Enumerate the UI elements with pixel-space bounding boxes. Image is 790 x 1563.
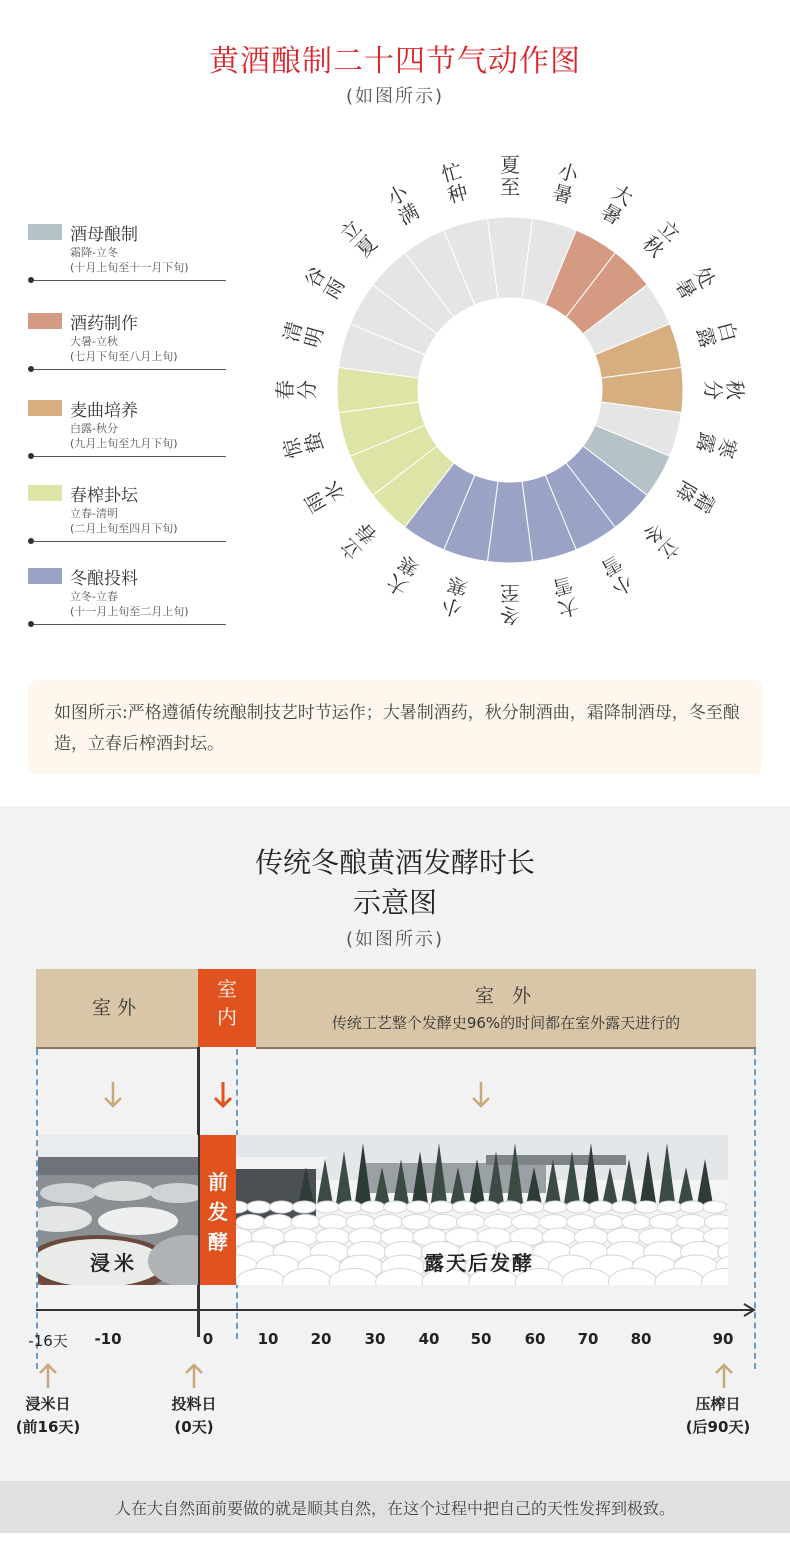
soak-day-offset: (前16天) <box>15 1418 81 1436</box>
legend-item-medicine <box>28 309 228 375</box>
legend-range: 大暑-立秋 <box>70 335 118 348</box>
band-indoor <box>198 969 256 1047</box>
solar-term-char: 立 <box>653 215 685 247</box>
solar-term-char: 分 <box>295 380 319 400</box>
tick-label: 20 <box>310 1330 332 1348</box>
snow-jar <box>291 1215 320 1230</box>
solar-term-label <box>439 158 470 208</box>
snow-jar <box>703 1201 727 1213</box>
arrow-up-icon <box>35 1362 61 1390</box>
solar-term-label <box>638 215 685 262</box>
section-title-line2: 示意图 <box>352 886 437 919</box>
solar-term-label <box>701 380 747 400</box>
section-title <box>0 843 790 923</box>
legend-name: 春榨卦坛 <box>70 486 138 506</box>
solar-term-char: 雪 <box>549 571 576 601</box>
solar-term-char: 秋 <box>723 380 747 400</box>
tick-label: 30 <box>364 1330 386 1348</box>
solar-term-char: 清 <box>278 319 307 345</box>
arrow-down-icon <box>468 1080 494 1110</box>
snow-jar <box>264 1215 293 1230</box>
legend-name: 酒药制作 <box>70 314 138 334</box>
solar-term-label <box>670 477 720 517</box>
solar-term-char: 大 <box>607 179 638 211</box>
solar-term-label <box>335 518 382 565</box>
snow-jar <box>594 1215 623 1230</box>
legend-period: (十月上旬至十一月下旬) <box>70 261 189 274</box>
solar-term-char: 暑 <box>596 198 627 230</box>
solar-term-label <box>335 215 382 262</box>
solar-term-char: 降 <box>670 476 702 507</box>
legend-swatch <box>28 224 62 240</box>
solar-term-char: 立 <box>335 215 367 247</box>
snow-jar <box>475 1201 499 1213</box>
snow-jar <box>346 1215 375 1230</box>
snow-jar <box>622 1215 651 1230</box>
photo-outdoor-fermentation <box>236 1135 728 1285</box>
footer-text: 人在大自然面前要做的就是顺其自然，在这个过程中把自己的天性发挥到极致。 <box>114 1499 675 1518</box>
solar-term-char: 寒 <box>393 550 424 582</box>
solar-term-char: 小 <box>439 593 465 622</box>
solar-term-char: 夏 <box>350 230 383 263</box>
snow-jar <box>401 1215 430 1230</box>
solar-term-char: 分 <box>701 380 725 400</box>
solar-term-char: 满 <box>393 198 424 230</box>
solar-term-char: 惊 <box>278 435 307 461</box>
photo-soaking-rice <box>38 1135 198 1285</box>
snow-jar <box>270 1201 294 1213</box>
legend-item-winter-brew <box>28 564 228 630</box>
snow-jar <box>649 1215 678 1230</box>
band-indoor-label-2: 内 <box>217 1005 237 1029</box>
solar-term-char: 冬 <box>500 603 520 627</box>
pre-fermentation-label-3: 酵 <box>208 1230 228 1254</box>
solar-term-char: 水 <box>318 476 350 507</box>
band-indoor-label-1: 室 <box>217 977 237 1001</box>
solar-term-char: 小 <box>607 569 638 601</box>
legend-dot <box>28 453 34 459</box>
feed-day-title: 投料日 <box>171 1395 217 1413</box>
band-outdoor-right-label: 室 外 <box>474 985 538 1007</box>
solar-term-char: 蛰 <box>299 429 329 456</box>
legend-divider <box>32 456 226 457</box>
snow-jar <box>539 1215 568 1230</box>
snow-jar <box>567 1215 596 1230</box>
solar-term-label <box>597 180 637 230</box>
section-subtitle: (如图所示) <box>345 929 445 950</box>
solar-term-char: 露 <box>691 429 721 456</box>
snow-jar <box>680 1201 704 1213</box>
legend-period: (十一月上旬至二月上旬) <box>70 605 189 618</box>
solar-term-char: 冬 <box>637 517 670 550</box>
snow-jar <box>520 1201 544 1213</box>
solar-term-char: 小 <box>382 179 413 211</box>
legend-dot <box>28 366 34 372</box>
legend-swatch <box>28 485 62 501</box>
solar-term-label <box>670 263 720 303</box>
solar-term-wheel <box>260 140 770 650</box>
solar-term-char: 暑 <box>549 179 576 209</box>
note-text: 如图所示:严格遵循传统酿制技艺时节运作；大暑制酒药，秋分制酒曲，霜降制酒母，冬至酿造，立春后榨酒封坛。 <box>54 703 740 754</box>
tick-label: -10 <box>94 1330 122 1348</box>
solar-term-char: 露 <box>691 324 721 351</box>
soak-day-title: 浸米日 <box>25 1395 71 1413</box>
band-outdoor-left <box>36 969 198 1049</box>
pre-fermentation-label <box>200 1135 236 1257</box>
press-day-title: 压榨日 <box>695 1395 741 1413</box>
legend-swatch <box>28 568 62 584</box>
tick-label: 50 <box>470 1330 492 1348</box>
legend-item-yeast <box>28 220 228 286</box>
snow-jar <box>484 1215 513 1230</box>
solar-term-char: 大 <box>555 593 581 622</box>
pre-fermentation-box <box>200 1135 236 1285</box>
snow-jar <box>657 1201 681 1213</box>
solar-term-char: 小 <box>555 158 581 187</box>
solar-term-char: 寒 <box>713 435 742 461</box>
solar-term-char: 至 <box>500 581 520 605</box>
legend-period: (七月下旬至八月上旬) <box>70 350 178 363</box>
snow-jar <box>634 1201 658 1213</box>
tick-label: 80 <box>630 1330 652 1348</box>
solar-term-label <box>500 581 520 627</box>
arrow-up-icon <box>181 1362 207 1390</box>
snow-jar <box>704 1215 728 1230</box>
legend-item-koji <box>28 396 228 462</box>
snow-jar <box>612 1201 636 1213</box>
legend-divider <box>32 541 226 542</box>
tick-label: 90 <box>712 1330 734 1348</box>
solar-term-char: 夏 <box>500 153 520 177</box>
snow-jar <box>566 1201 590 1213</box>
page-subtitle: (如图所示) <box>345 86 445 107</box>
snow-jar <box>498 1201 522 1213</box>
solar-term-label <box>278 319 328 350</box>
band-indoor-label <box>198 969 256 1031</box>
legend-dot <box>28 538 34 544</box>
legend-divider <box>32 624 226 625</box>
arrow-down-icon <box>210 1080 236 1110</box>
tick-label: 60 <box>524 1330 546 1348</box>
band-outdoor-right <box>256 969 756 1049</box>
snow-jar <box>512 1215 541 1230</box>
snow-jar <box>292 1201 316 1213</box>
snow-jar <box>429 1215 458 1230</box>
legend-range: 白露-秋分 <box>70 422 118 435</box>
legend-range: 立冬-立春 <box>70 590 118 603</box>
legend-swatch <box>28 313 62 329</box>
timeline-right-dash <box>754 1049 756 1369</box>
legend-period: (二月上旬至四月下旬) <box>70 522 178 535</box>
solar-term-label <box>692 430 742 461</box>
solar-term-char: 霜 <box>689 487 721 518</box>
snow-jar <box>247 1201 271 1213</box>
pre-fermentation-label-1: 前 <box>208 1170 228 1194</box>
snow-jar <box>589 1201 613 1213</box>
legend-divider <box>32 280 226 281</box>
legend-range: 立春-清明 <box>70 507 118 520</box>
snow-jar <box>456 1215 485 1230</box>
solar-term-label <box>383 550 423 600</box>
snow-jar <box>236 1215 265 1230</box>
solar-term-label <box>550 572 581 622</box>
legend-name: 酒母酿制 <box>70 225 138 245</box>
pre-fermentation-label-2: 发 <box>208 1200 228 1224</box>
solar-term-char: 雨 <box>299 487 331 518</box>
legend-swatch <box>28 400 62 416</box>
solar-term-char: 谷 <box>299 262 331 293</box>
solar-term-label <box>273 380 319 400</box>
solar-term-char: 明 <box>299 324 329 351</box>
solar-term-char: 立 <box>653 533 685 565</box>
section-title-line1: 传统冬酿黄酒发酵时长 <box>254 846 535 879</box>
solar-term-char: 大 <box>382 569 413 601</box>
snow-jar <box>338 1201 362 1213</box>
snow-jar <box>374 1215 403 1230</box>
snow-jar <box>543 1201 567 1213</box>
legend-range: 霜降-立冬 <box>70 246 118 259</box>
snow-jar <box>315 1201 339 1213</box>
solar-term-label <box>692 319 742 350</box>
solar-term-label <box>278 429 328 461</box>
solar-term-char: 种 <box>444 179 471 209</box>
solar-term-char: 雪 <box>596 550 627 582</box>
snow-jar <box>319 1215 348 1230</box>
solar-term-char: 秋 <box>637 230 670 263</box>
solar-term-char: 寒 <box>444 571 471 601</box>
legend-dot <box>28 621 34 627</box>
solar-term-char: 忙 <box>439 158 465 187</box>
tick-label: 0 <box>202 1330 214 1348</box>
feed-day-offset: (0天) <box>174 1418 214 1436</box>
arrow-up-icon <box>711 1362 737 1390</box>
band-outdoor-right-note: 传统工艺整个发酵史96%的时间都在室外露天进行的 <box>331 1014 681 1032</box>
solar-term-label <box>300 477 350 517</box>
tick-label: 70 <box>577 1330 599 1348</box>
soak-day-label <box>0 1393 96 1439</box>
legend-period: (九月上旬至九月下旬) <box>70 437 178 450</box>
solar-term-char: 白 <box>713 319 742 345</box>
snow-jar <box>361 1201 385 1213</box>
legend-dot <box>28 277 34 283</box>
snow-jar <box>384 1201 408 1213</box>
tick-label: -16天 <box>28 1332 68 1350</box>
solar-term-label <box>550 158 582 208</box>
tick-label: 40 <box>418 1330 440 1348</box>
solar-term-char: 立 <box>335 533 367 565</box>
solar-term-char: 雨 <box>318 273 350 304</box>
solar-term-label <box>638 518 685 565</box>
timeline-axis <box>30 1300 765 1320</box>
snow-jar <box>452 1201 476 1213</box>
solar-term-char: 暑 <box>670 273 702 304</box>
solar-term-char: 至 <box>500 175 520 199</box>
photo-outdoor-label: 露天后发酵 <box>424 1251 534 1275</box>
feed-day-label <box>146 1393 242 1439</box>
band-outdoor-left-label: 室外 <box>91 997 142 1019</box>
solar-term-label <box>438 572 470 622</box>
press-day-label <box>670 1393 766 1439</box>
snow-jar <box>406 1201 430 1213</box>
solar-term-label <box>596 550 637 600</box>
page-title: 黄酒酿制二十四节气动作图 <box>209 44 581 79</box>
solar-term-label <box>300 263 350 303</box>
snow-jar <box>677 1215 706 1230</box>
legend-name: 冬酿投料 <box>70 569 138 589</box>
legend-item-spring-press <box>28 481 228 547</box>
legend-name: 麦曲培养 <box>70 401 138 421</box>
snow-jar <box>429 1201 453 1213</box>
solar-term-char: 处 <box>689 262 721 293</box>
legend-divider <box>32 369 226 370</box>
solar-term-char: 春 <box>350 517 383 550</box>
solar-term-label <box>500 153 520 199</box>
press-day-offset: (后90天) <box>685 1418 751 1436</box>
solar-term-label <box>383 179 424 229</box>
solar-term-char: 春 <box>273 380 297 400</box>
arrow-down-icon <box>100 1080 126 1110</box>
photo-soaking-label: 浸米 <box>90 1251 138 1275</box>
tick-label: 10 <box>257 1330 279 1348</box>
